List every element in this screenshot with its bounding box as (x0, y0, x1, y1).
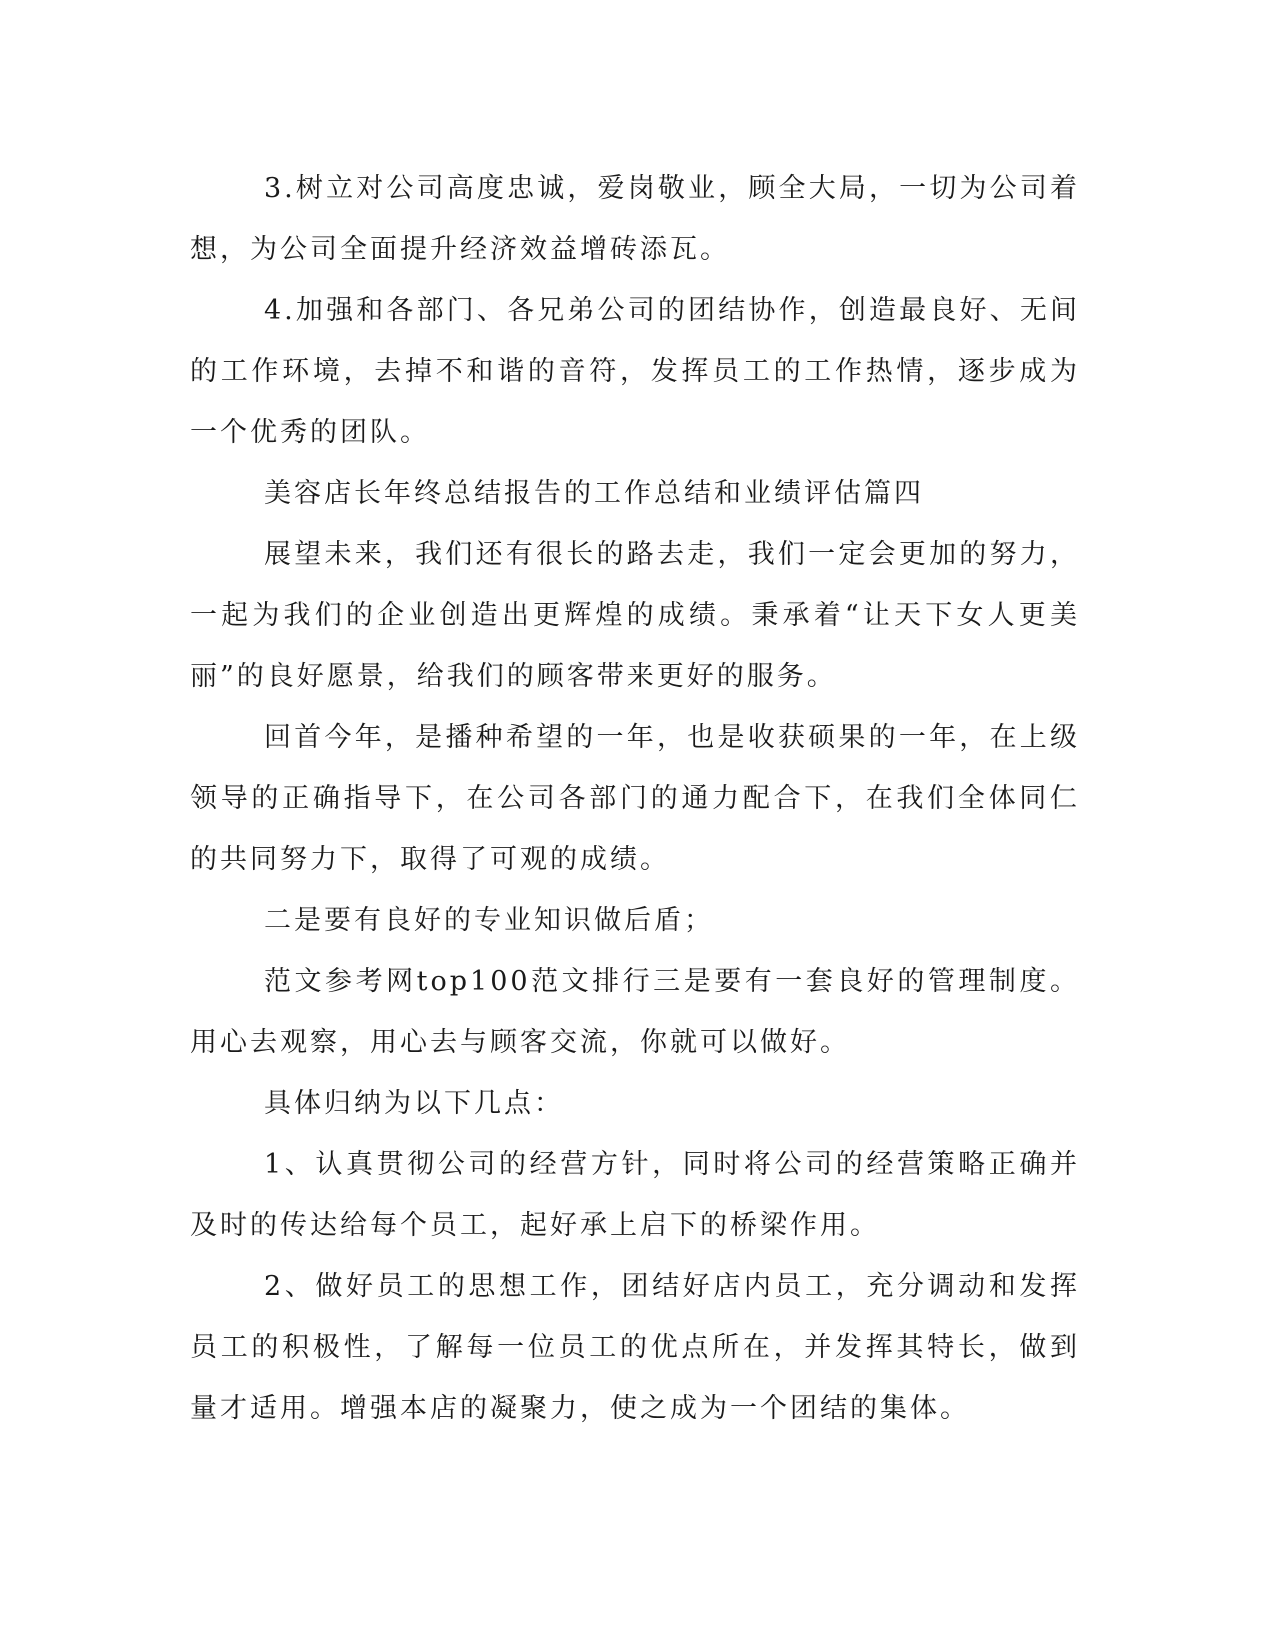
paragraph-point-1: 1、认真贯彻公司的经营方针，同时将公司的经营策略正确并及时的传达给每个员工，起好承上启下的桥梁作用。 (190, 1149, 1080, 1241)
paragraph-point-2: 2、做好员工的思想工作，团结好店内员工，充分调动和发挥员工的积极性，了解每一位员工的优点所在，并发挥其特长，做到量才适用。增强本店的凝聚力，使之成为一个团结的集体。 (190, 1271, 1080, 1424)
section-heading: 美容店长年终总结报告的工作总结和业绩评估篇四 (264, 478, 924, 509)
paragraph-management: 范文参考网top100范文排行三是要有一套良好的管理制度。用心去观察，用心去与顾客交流，你就可以做好。 (190, 966, 1080, 1058)
paragraph-outlook: 展望未来，我们还有很长的路去走，我们一定会更加的努力，一起为我们的企业创造出更辉煌的成绩。秉承着“让天下女人更美丽”的良好愿景，给我们的顾客带来更好的服务。 (190, 539, 1080, 692)
paragraph-summary-intro: 具体归纳为以下几点： (264, 1088, 564, 1119)
paragraph-item-3: 3.树立对公司高度忠诚，爱岗敬业，顾全大局，一切为公司着想，为公司全面提升经济效益增砖添瓦。 (190, 173, 1080, 265)
paragraph-review: 回首今年，是播种希望的一年，也是收获硕果的一年，在上级领导的正确指导下，在公司各部门的通力配合下，在我们全体同仁的共同努力下，取得了可观的成绩。 (190, 722, 1080, 875)
paragraph-item-4: 4.加强和各部门、各兄弟公司的团结协作，创造最良好、无间的工作环境，去掉不和谐的音符，发挥员工的工作热情，逐步成为一个优秀的团队。 (190, 295, 1080, 448)
paragraph-knowledge: 二是要有良好的专业知识做后盾； (264, 905, 714, 936)
document-body (190, 158, 1080, 1439)
